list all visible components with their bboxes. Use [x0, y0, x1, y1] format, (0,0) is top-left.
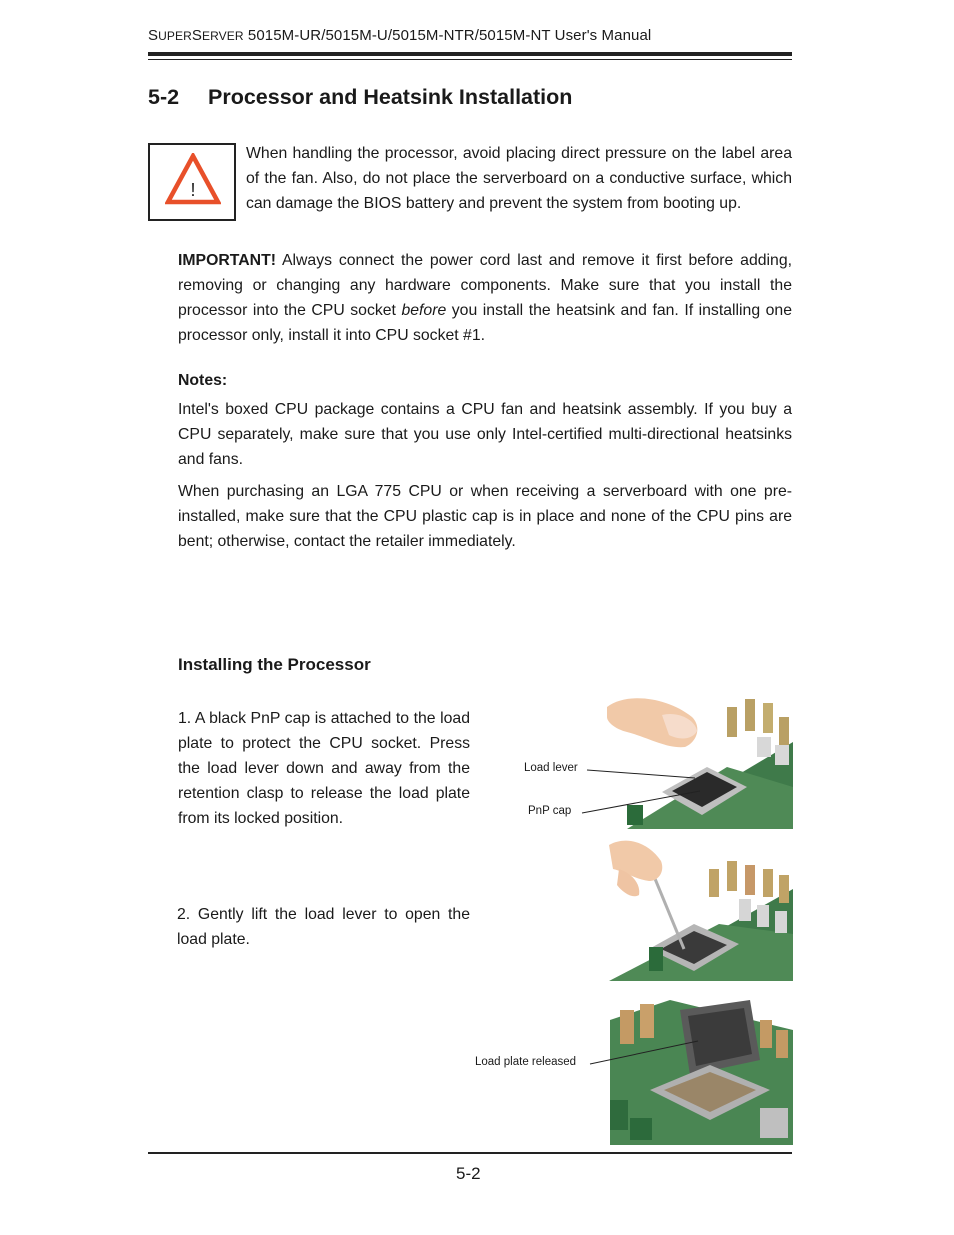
notes-heading: Notes:: [178, 372, 228, 389]
header-brand-small-2: ERVER: [201, 29, 244, 43]
page-number: 5-2: [456, 1164, 481, 1183]
header-brand-initial: S: [148, 27, 159, 44]
running-header: [148, 27, 651, 44]
footer-rule: [148, 1152, 792, 1154]
header-rule-thin: [148, 59, 792, 60]
section-number: 5-2: [148, 85, 180, 109]
photo-pnp-cap: [607, 687, 793, 829]
important-text-a: Always connect the power cord last and remove it first before adding, removing or changing any hardware components. Make sure that you install the processor into the CPU socket: [178, 252, 792, 319]
important-label: IMPORTANT!: [178, 252, 276, 269]
photo-lift-lever: [609, 839, 793, 981]
warning-glyph: !: [190, 180, 196, 200]
header-brand-small: UPER: [158, 29, 192, 43]
important-text-b: you install the heatsink and fan. If installing one processor only, install it into CPU socket #1.: [178, 302, 792, 344]
header-model-text: 5015M-UR/5015M-U/5015M-NTR/5015M-NT User's Manual: [243, 27, 652, 44]
warning-triangle-icon: [165, 153, 221, 205]
photo-load-plate-released: [610, 990, 793, 1145]
step-1-text: 1. A black PnP cap is attached to the load plate to protect the CPU socket. Press the load lever down and away from the retention clasp to release the load plate from its locked position.: [178, 710, 470, 827]
warning-text: When handling the processor, avoid placing direct pressure on the label area of the fan. Also, do not place the serverboard on a conductive surface, which can damage the BIOS battery and prevent the system from booting up.: [246, 145, 792, 212]
section-title: [148, 85, 572, 110]
notes-paragraph-2: When purchasing an LGA 775 CPU or when receiving a serverboard with one pre-installed, make sure that the CPU plastic cap is in place and none of the CPU pins are bent; otherwise, contact the retailer immediately.: [178, 483, 792, 550]
notes-paragraph-1: Intel's boxed CPU package contains a CPU fan and heatsink assembly. If you buy a CPU separately, make sure that you use only Intel-certified multi-directional heatsinks and fans.: [178, 401, 792, 468]
step-2-text: 2. Gently lift the load lever to open the load plate.: [177, 906, 470, 948]
callout-load-lever: Load lever: [524, 762, 578, 774]
callout-load-plate-released: Load plate released: [475, 1056, 577, 1068]
callout-pnp-cap: PnP cap: [528, 805, 572, 817]
header-brand-initial-2: S: [191, 27, 202, 44]
header-rule-thick: [148, 52, 792, 56]
warning-box: [148, 143, 236, 221]
installing-heading: Installing the Processor: [178, 655, 371, 674]
important-emphasis: before: [401, 302, 447, 319]
section-title-text: Processor and Heatsink Installation: [208, 85, 573, 109]
important-paragraph: [178, 248, 792, 348]
